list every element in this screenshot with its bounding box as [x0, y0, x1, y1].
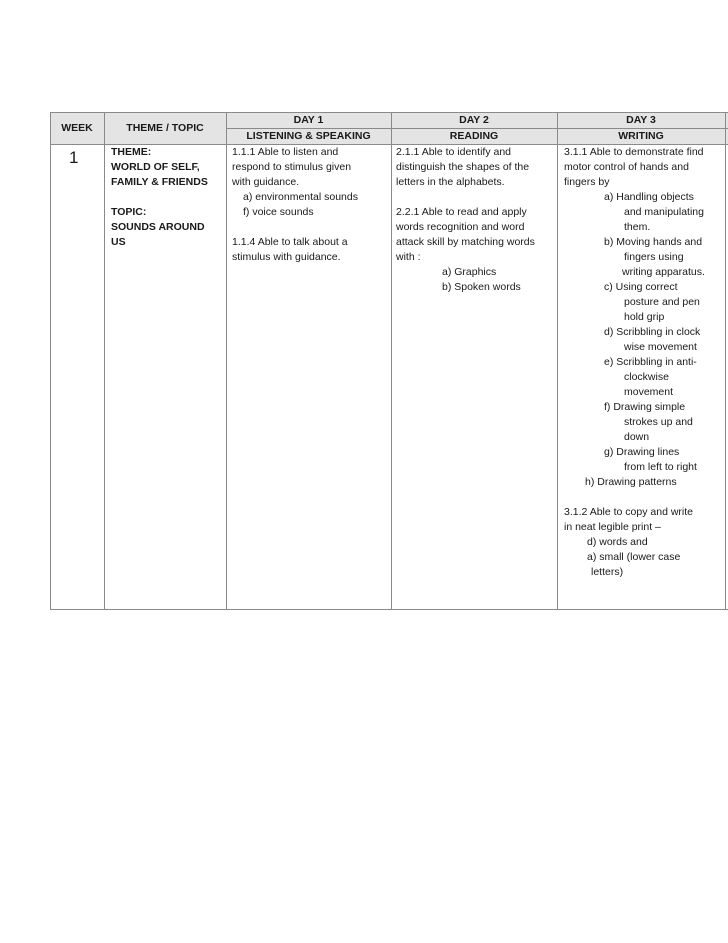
day2-line: a) Graphics	[442, 266, 497, 278]
header-week: WEEK	[61, 122, 93, 134]
border-day2	[557, 112, 558, 610]
header-day1: DAY 1	[293, 114, 324, 126]
day3-line: a) small (lower case	[587, 551, 681, 563]
day3-line: movement	[624, 386, 674, 398]
border-bottom	[50, 609, 728, 610]
day3-line	[564, 490, 705, 505]
day3-line: e) Scribbling in anti-	[604, 356, 697, 368]
day3-line: and manipulating	[624, 206, 704, 218]
header-day1-subject: LISTENING & SPEAKING	[246, 130, 371, 142]
day1-line: a) environmental sounds	[243, 191, 358, 203]
day3-line: clockwise	[624, 371, 669, 383]
day3-line: a) Handling objects	[604, 191, 694, 203]
day3-line: posture and pen	[624, 296, 700, 308]
day1-content	[232, 145, 358, 265]
theme-line: FAMILY & FRIENDS	[111, 176, 208, 188]
header-day2-subject: READING	[449, 130, 499, 142]
day3-line: strokes up and	[624, 416, 693, 428]
border-day3	[725, 112, 726, 610]
day1-line: stimulus with guidance.	[232, 251, 341, 263]
day3-line: 3.1.2 Able to copy and write	[564, 506, 693, 518]
border-subheader	[226, 128, 728, 129]
theme-label: THEME:	[111, 146, 152, 158]
day3-line: from left to right	[624, 461, 697, 473]
day2-line: 2.1.1 Able to identify and	[396, 146, 512, 158]
header-day3: DAY 3	[626, 114, 656, 126]
day3-line: fingers by	[564, 176, 610, 188]
day3-line: motor control of hands and	[564, 161, 689, 173]
header-theme-topic: THEME / TOPIC	[126, 122, 204, 134]
day2-line: words recognition and word	[396, 221, 525, 233]
day3-line: hold grip	[624, 311, 665, 323]
day1-line: 1.1.4 Able to talk about a	[232, 236, 348, 248]
header-day2: DAY 2	[459, 114, 489, 126]
day3-line: f) Drawing simple	[604, 401, 686, 413]
day3-line: c) Using correct	[604, 281, 678, 293]
lesson-plan-table	[50, 112, 728, 610]
day3-content	[564, 145, 705, 580]
header-day3-subject: WRITING	[618, 130, 664, 142]
day3-line: them.	[624, 221, 651, 233]
day3-line: down	[624, 431, 650, 443]
day3-line: letters)	[591, 566, 624, 578]
day3-line: wise movement	[624, 341, 697, 353]
border-week	[104, 112, 105, 610]
day1-line: with guidance.	[232, 176, 300, 188]
day2-content	[396, 145, 535, 295]
day2-line: with :	[396, 251, 421, 263]
border-left	[50, 112, 51, 610]
topic-label: TOPIC:	[111, 206, 147, 218]
border-top	[50, 112, 728, 113]
border-day1	[391, 112, 392, 610]
day2-line: distinguish the shapes of the	[396, 161, 530, 173]
topic-line: US	[111, 236, 126, 248]
day1-line: 1.1.1 Able to listen and	[232, 146, 339, 158]
day2-line	[396, 190, 535, 205]
day3-line: d) Scribbling in clock	[604, 326, 701, 338]
theme-topic-cell	[111, 145, 208, 250]
day1-line: f) voice sounds	[243, 206, 314, 218]
day1-line: respond to stimulus given	[232, 161, 352, 173]
day3-line: h) Drawing patterns	[585, 476, 677, 488]
day3-line: writing apparatus.	[622, 266, 705, 278]
day3-line: fingers using	[624, 251, 684, 263]
day1-line	[232, 220, 358, 235]
theme-line: WORLD OF SELF,	[111, 161, 200, 173]
day3-line: d) words and	[587, 536, 648, 548]
topic-line: SOUNDS AROUND	[111, 221, 205, 233]
day2-line: letters in the alphabets.	[396, 176, 505, 188]
day3-line: in neat legible print –	[564, 521, 661, 533]
day3-line: g) Drawing lines	[604, 446, 680, 458]
day2-line: attack skill by matching words	[396, 236, 535, 248]
border-theme	[226, 112, 227, 610]
week-number: 1	[69, 148, 79, 167]
day2-line: b) Spoken words	[442, 281, 521, 293]
day3-line: 3.1.1 Able to demonstrate find	[564, 146, 704, 158]
day3-line: b) Moving hands and	[604, 236, 703, 248]
day2-line: 2.2.1 Able to read and apply	[396, 206, 527, 218]
